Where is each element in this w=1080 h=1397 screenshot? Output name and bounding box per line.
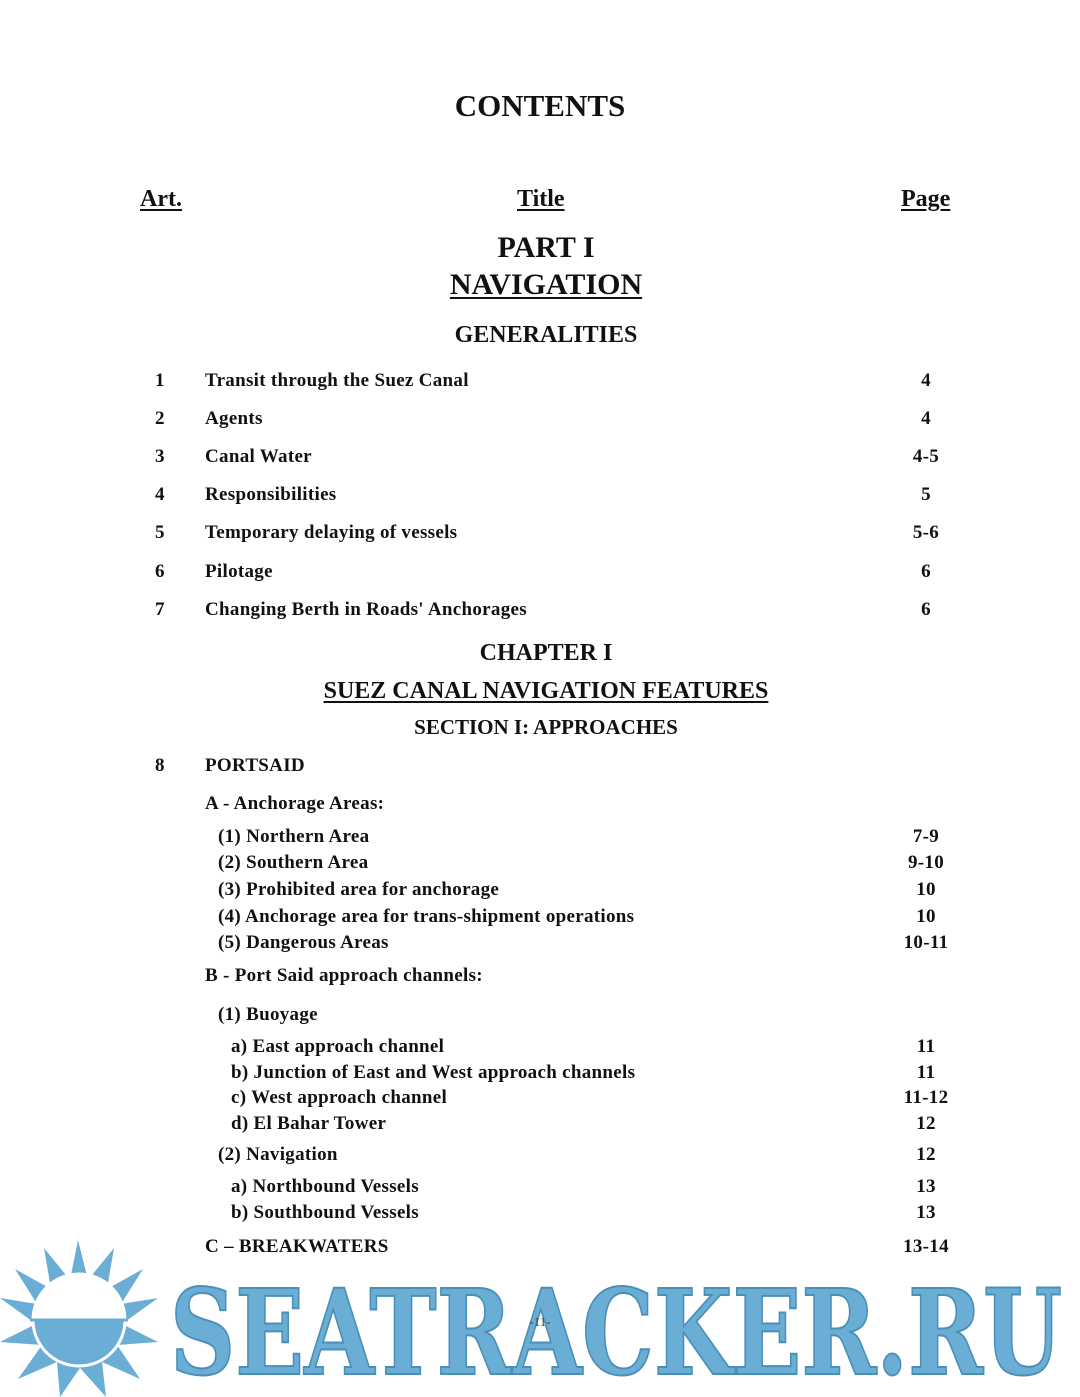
toc-num: 8 [155,755,165,776]
page-title: CONTENTS [454,88,626,123]
toc-page: 13-14 [903,1236,949,1257]
toc-num: 5 [155,522,165,543]
chapter-name-heading: SUEZ CANAL NAVIGATION FEATURES [323,678,769,704]
part-heading: PART I [497,231,595,264]
toc-page: 4-5 [912,446,940,467]
toc-page: 9-10 [907,852,945,873]
subsection-title: B - Port Said approach channels: [205,965,483,986]
toc-title: (4) Anchorage area for trans-shipment operations [218,906,635,927]
toc-page: 4 [921,408,931,429]
toc-page: 6 [921,599,931,620]
toc-page: 11-12 [903,1087,949,1108]
toc-page: 12 [916,1144,936,1165]
toc-page: 7-9 [912,826,940,847]
toc-num: 1 [155,370,165,391]
toc-title: a) Northbound Vessels [231,1176,419,1197]
toc-title: (2) Navigation [218,1144,338,1165]
toc-num: 3 [155,446,165,467]
toc-title: Changing Berth in Roads' Anchorages [205,599,527,620]
toc-num: 4 [155,484,165,505]
toc-title: a) East approach channel [231,1036,445,1057]
watermark-text: SEATRACKER.RU [170,1263,1062,1397]
toc-page: 11 [916,1036,936,1057]
chapter-heading: CHAPTER I [479,640,613,666]
generalities-heading: GENERALITIES [454,322,638,348]
sun-logo-icon [0,1240,158,1397]
subsection-title: C – BREAKWATERS [205,1236,389,1257]
toc-title: c) West approach channel [231,1087,448,1108]
toc-num: 2 [155,408,165,429]
toc-title: d) El Bahar Tower [231,1113,387,1134]
toc-title: Pilotage [205,561,273,582]
toc-title: Temporary delaying of vessels [205,522,458,543]
toc-num: 6 [155,561,165,582]
toc-title: (5) Dangerous Areas [218,932,389,953]
toc-page: 4 [921,370,931,391]
toc-page: 10 [916,906,936,927]
toc-title: PORTSAID [205,755,305,776]
part-name-heading: NAVIGATION [449,268,643,301]
toc-title: (1) Buoyage [218,1004,318,1025]
toc-title: (1) Northern Area [218,826,370,847]
toc-title: b) Southbound Vessels [231,1202,419,1223]
toc-title: Transit through the Suez Canal [205,370,469,391]
toc-page: 6 [921,561,931,582]
column-header-art: Art. [140,186,182,212]
section-heading: SECTION I: APPROACHES [414,715,678,739]
toc-title: (3) Prohibited area for anchorage [218,879,500,900]
toc-page: 13 [916,1202,936,1223]
subsection-title: A - Anchorage Areas: [205,793,385,814]
toc-page: 13 [916,1176,936,1197]
column-header-page: Page [901,186,951,212]
toc-title: Canal Water [205,446,312,467]
toc-title: (2) Southern Area [218,852,369,873]
toc-page: 12 [916,1113,936,1134]
column-header-title: Title [517,186,565,212]
toc-title: b) Junction of East and West approach channels [231,1062,636,1083]
toc-page: 10-11 [903,932,949,953]
page-number: -11- [529,1314,551,1329]
toc-title: Agents [205,408,263,429]
toc-page: 5-6 [912,522,940,543]
toc-page: 11 [916,1062,936,1083]
toc-num: 7 [155,599,165,620]
toc-page: 5 [921,484,931,505]
toc-title: Responsibilities [205,484,337,505]
toc-page: 10 [916,879,936,900]
